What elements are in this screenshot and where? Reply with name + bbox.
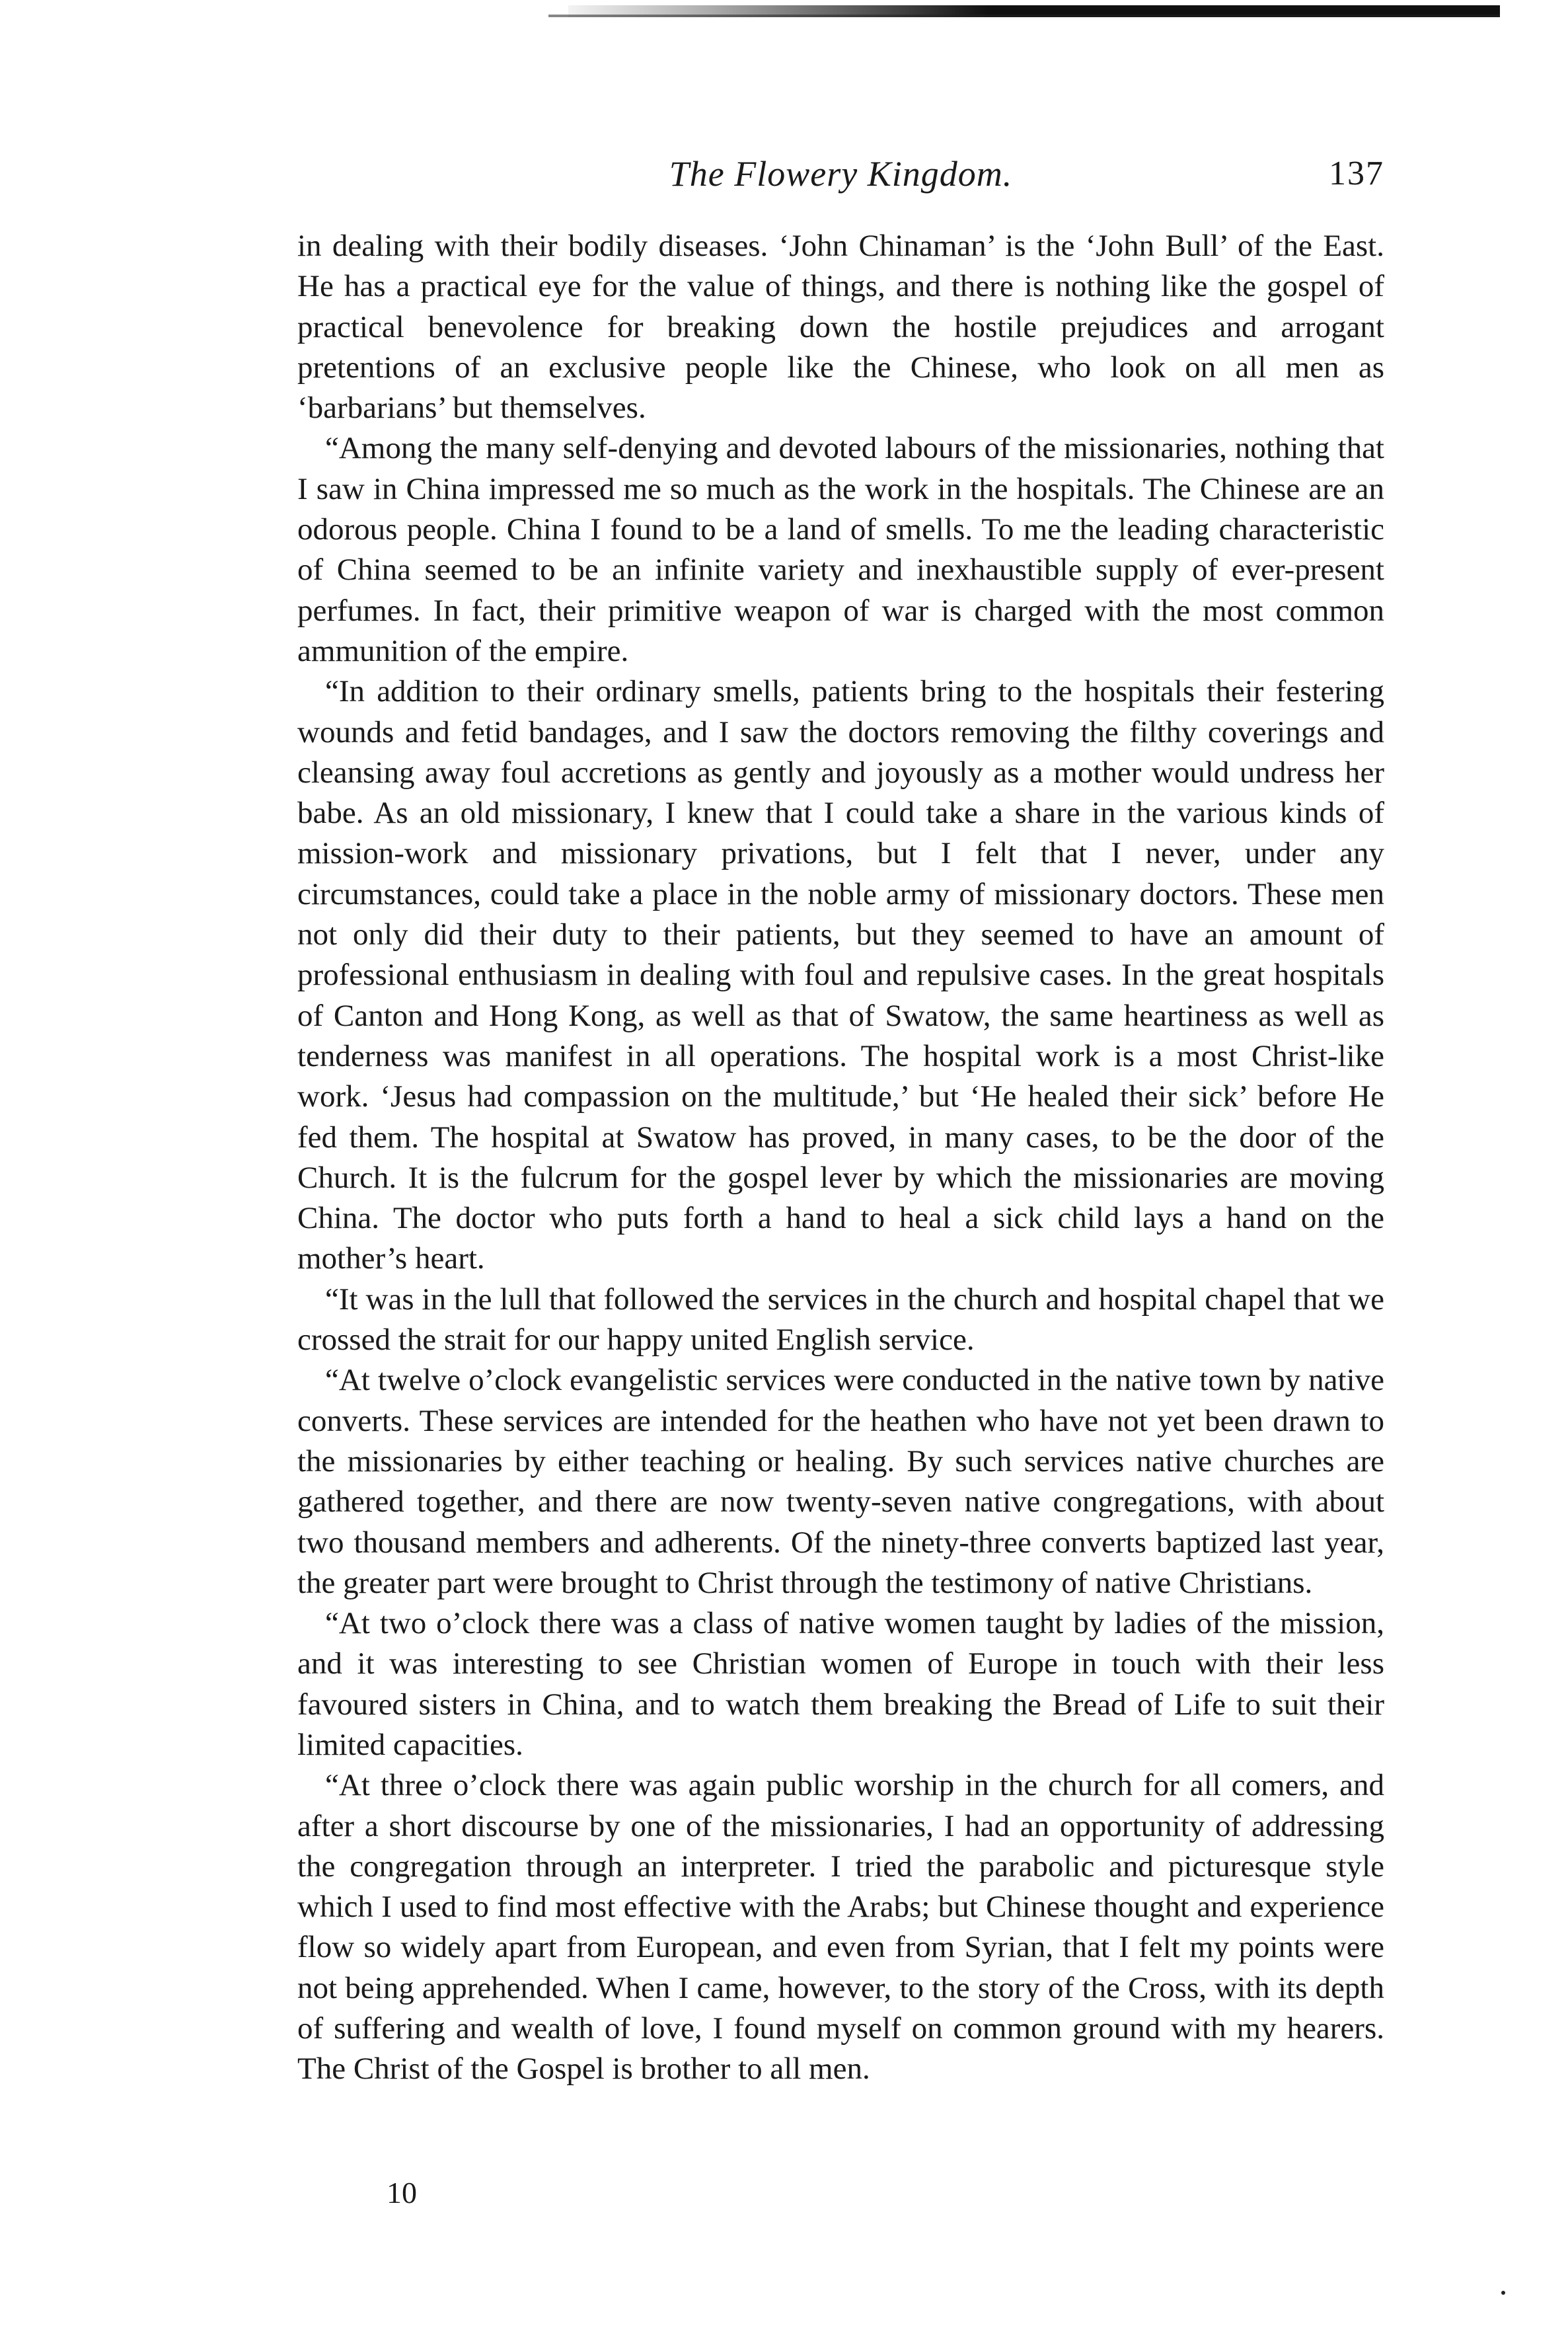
running-head: [297, 144, 1384, 204]
body-text: [297, 226, 1384, 2090]
page-number: 137: [1329, 155, 1384, 192]
paragraph-6: “At two o’clock there was a class of native women taught by ladies of the mission, and it was interesting to see Christian women of Europe in touch with their less favoured sisters in China, and to watch them breaking the Bread of Life to suit their limited capacities.: [297, 1606, 1384, 1762]
scan-speck: [1501, 2291, 1505, 2295]
paragraph-5: “At twelve o’clock evangelistic services were conducted in the native town by native converts. These services are intended for the heathen who have not yet been drawn to the missionaries by either teaching or healing. By such services native churches are gathered together, and there are now twenty-seven native congregations, with about two thousand members and adherents. Of the ninety-three converts baptized last year, the greater part were brought to Christ through the testimony of native Christians.: [297, 1363, 1384, 1600]
paragraph-2: “Among the many self-denying and devoted labours of the missionaries, nothing that I saw in China impressed me so much as the work in the hospitals. The Chinese are an odorous people. China I found to be a land of smells. To me the leading characteristic of China seemed to be an infinite variety and inexhaustible supply of ever-present perfumes. In fact, their primitive weapon of war is charged with the most common ammunition of the empire.: [297, 431, 1384, 668]
running-title: The Flowery Kingdom.: [669, 154, 1013, 194]
top-scan-rule-thin: [548, 15, 1500, 17]
paragraph-4: “It was in the lull that followed the services in the church and hospital chapel that we crossed the strait for our happy united English service.: [297, 1282, 1384, 1358]
paragraph-1: in dealing with their bodily diseases. ‘John Chinaman’ is the ‘John Bull’ of the East. He has a practical eye for the value of things, and there is nothing like the gospel of practical benevolence for breaking down the hostile prejudices and arrogant pretentions of an exclusive people like the Chinese, who look on all men as ‘barbarians’ but themselves.: [297, 229, 1384, 426]
signature-mark: 10: [387, 2176, 417, 2209]
paragraph-7: “At three o’clock there was again public worship in the church for all comers, and after a short discourse by one of the missionaries, I had an opportunity of addressing the congregation through an interpreter. I tried the parabolic and picturesque style which I used to find most effective with the Arabs; but Chinese thought and experience flow so widely apart from European, and even from Syrian, that I felt my points were not being apprehended. When I came, however, to the story of the Cross, with its depth of suffering and wealth of love, I found myself on common ground with my hearers. The Christ of the Gospel is brother to all men.: [297, 1768, 1384, 2087]
paragraph-3: “In addition to their ordinary smells, patients bring to the hospitals their festering wounds and fetid bandages, and I saw the doctors removing the filthy coverings and cleansing away foul accretions as gently and joyously as a mother would undress her babe. As an old missionary, I knew that I could take a share in the various kinds of mission-work and missionary privations, but I felt that I never, under any circumstances, could take a place in the noble army of missionary doctors. These men not only did their duty to their patients, but they seemed to have an amount of professional enthusiasm in dealing with foul and repulsive cases. In the great hospitals of Canton and Hong Kong, as well as that of Swatow, the same heartiness as well as tenderness was manifest in all operations. The hospital work is a most Christ-like work. ‘Jesus had compassion on the multitude,’ but ‘He healed their sick’ before He fed them. The hospital at Swatow has proved, in many cases, to be the door of the Church. It is the fulcrum for the gospel lever by which the missionaries are moving China. The doctor who puts forth a hand to heal a sick child lays a hand on the mother’s heart.: [297, 674, 1384, 1276]
